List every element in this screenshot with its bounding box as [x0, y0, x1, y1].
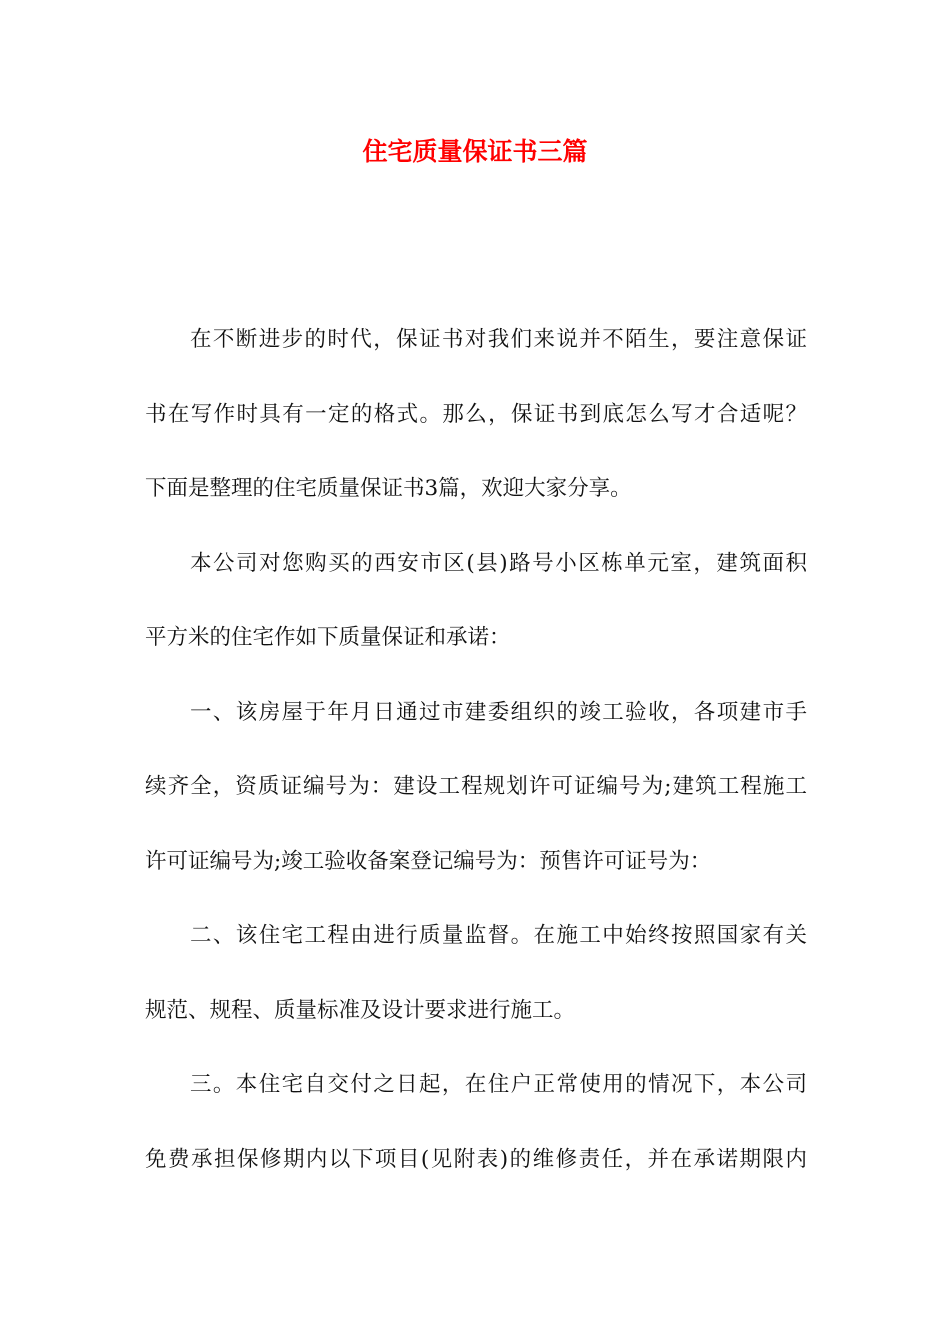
paragraph-line: 本公司对您购买的西安市区(县)路号小区栋单元室，建筑面积 — [190, 550, 807, 576]
paragraph-line: 一、该房屋于年月日通过市建委组织的竣工验收，各项建市手 — [190, 699, 807, 725]
paragraph-line: 续齐全，资质证编号为：建设工程规划许可证编号为;建筑工程施工 — [145, 774, 807, 799]
document-title: 住宅质量保证书三篇 — [362, 137, 588, 166]
document-body — [145, 322, 807, 1216]
paragraph-line: 二、该住宅工程由进行质量监督。在施工中始终按照国家有关 — [190, 923, 807, 948]
paragraph-line: 规范、规程、质量标准及设计要求进行施工。 — [145, 997, 576, 1023]
paragraph-line: 三。本住宅自交付之日起，在住户正常使用的情况下，本公司 — [190, 1072, 807, 1097]
paragraph-line: 下面是整理的住宅质量保证书3篇，欢迎大家分享。 — [145, 476, 632, 501]
paragraph-line: 书在写作时具有一定的格式。那么，保证书到底怎么写才合适呢？ — [145, 401, 807, 427]
paragraph-line: 平方米的住宅作如下质量保证和承诺： — [145, 625, 511, 650]
paragraph-line: 免费承担保修期内以下项目(见附表)的维修责任，并在承诺期限内 — [145, 1146, 807, 1172]
paragraph-line: 许可证编号为;竣工验收备案登记编号为：预售许可证号为： — [145, 848, 712, 874]
paragraph-line: 在不断进步的时代，保证书对我们来说并不陌生，要注意保证 — [190, 327, 807, 352]
